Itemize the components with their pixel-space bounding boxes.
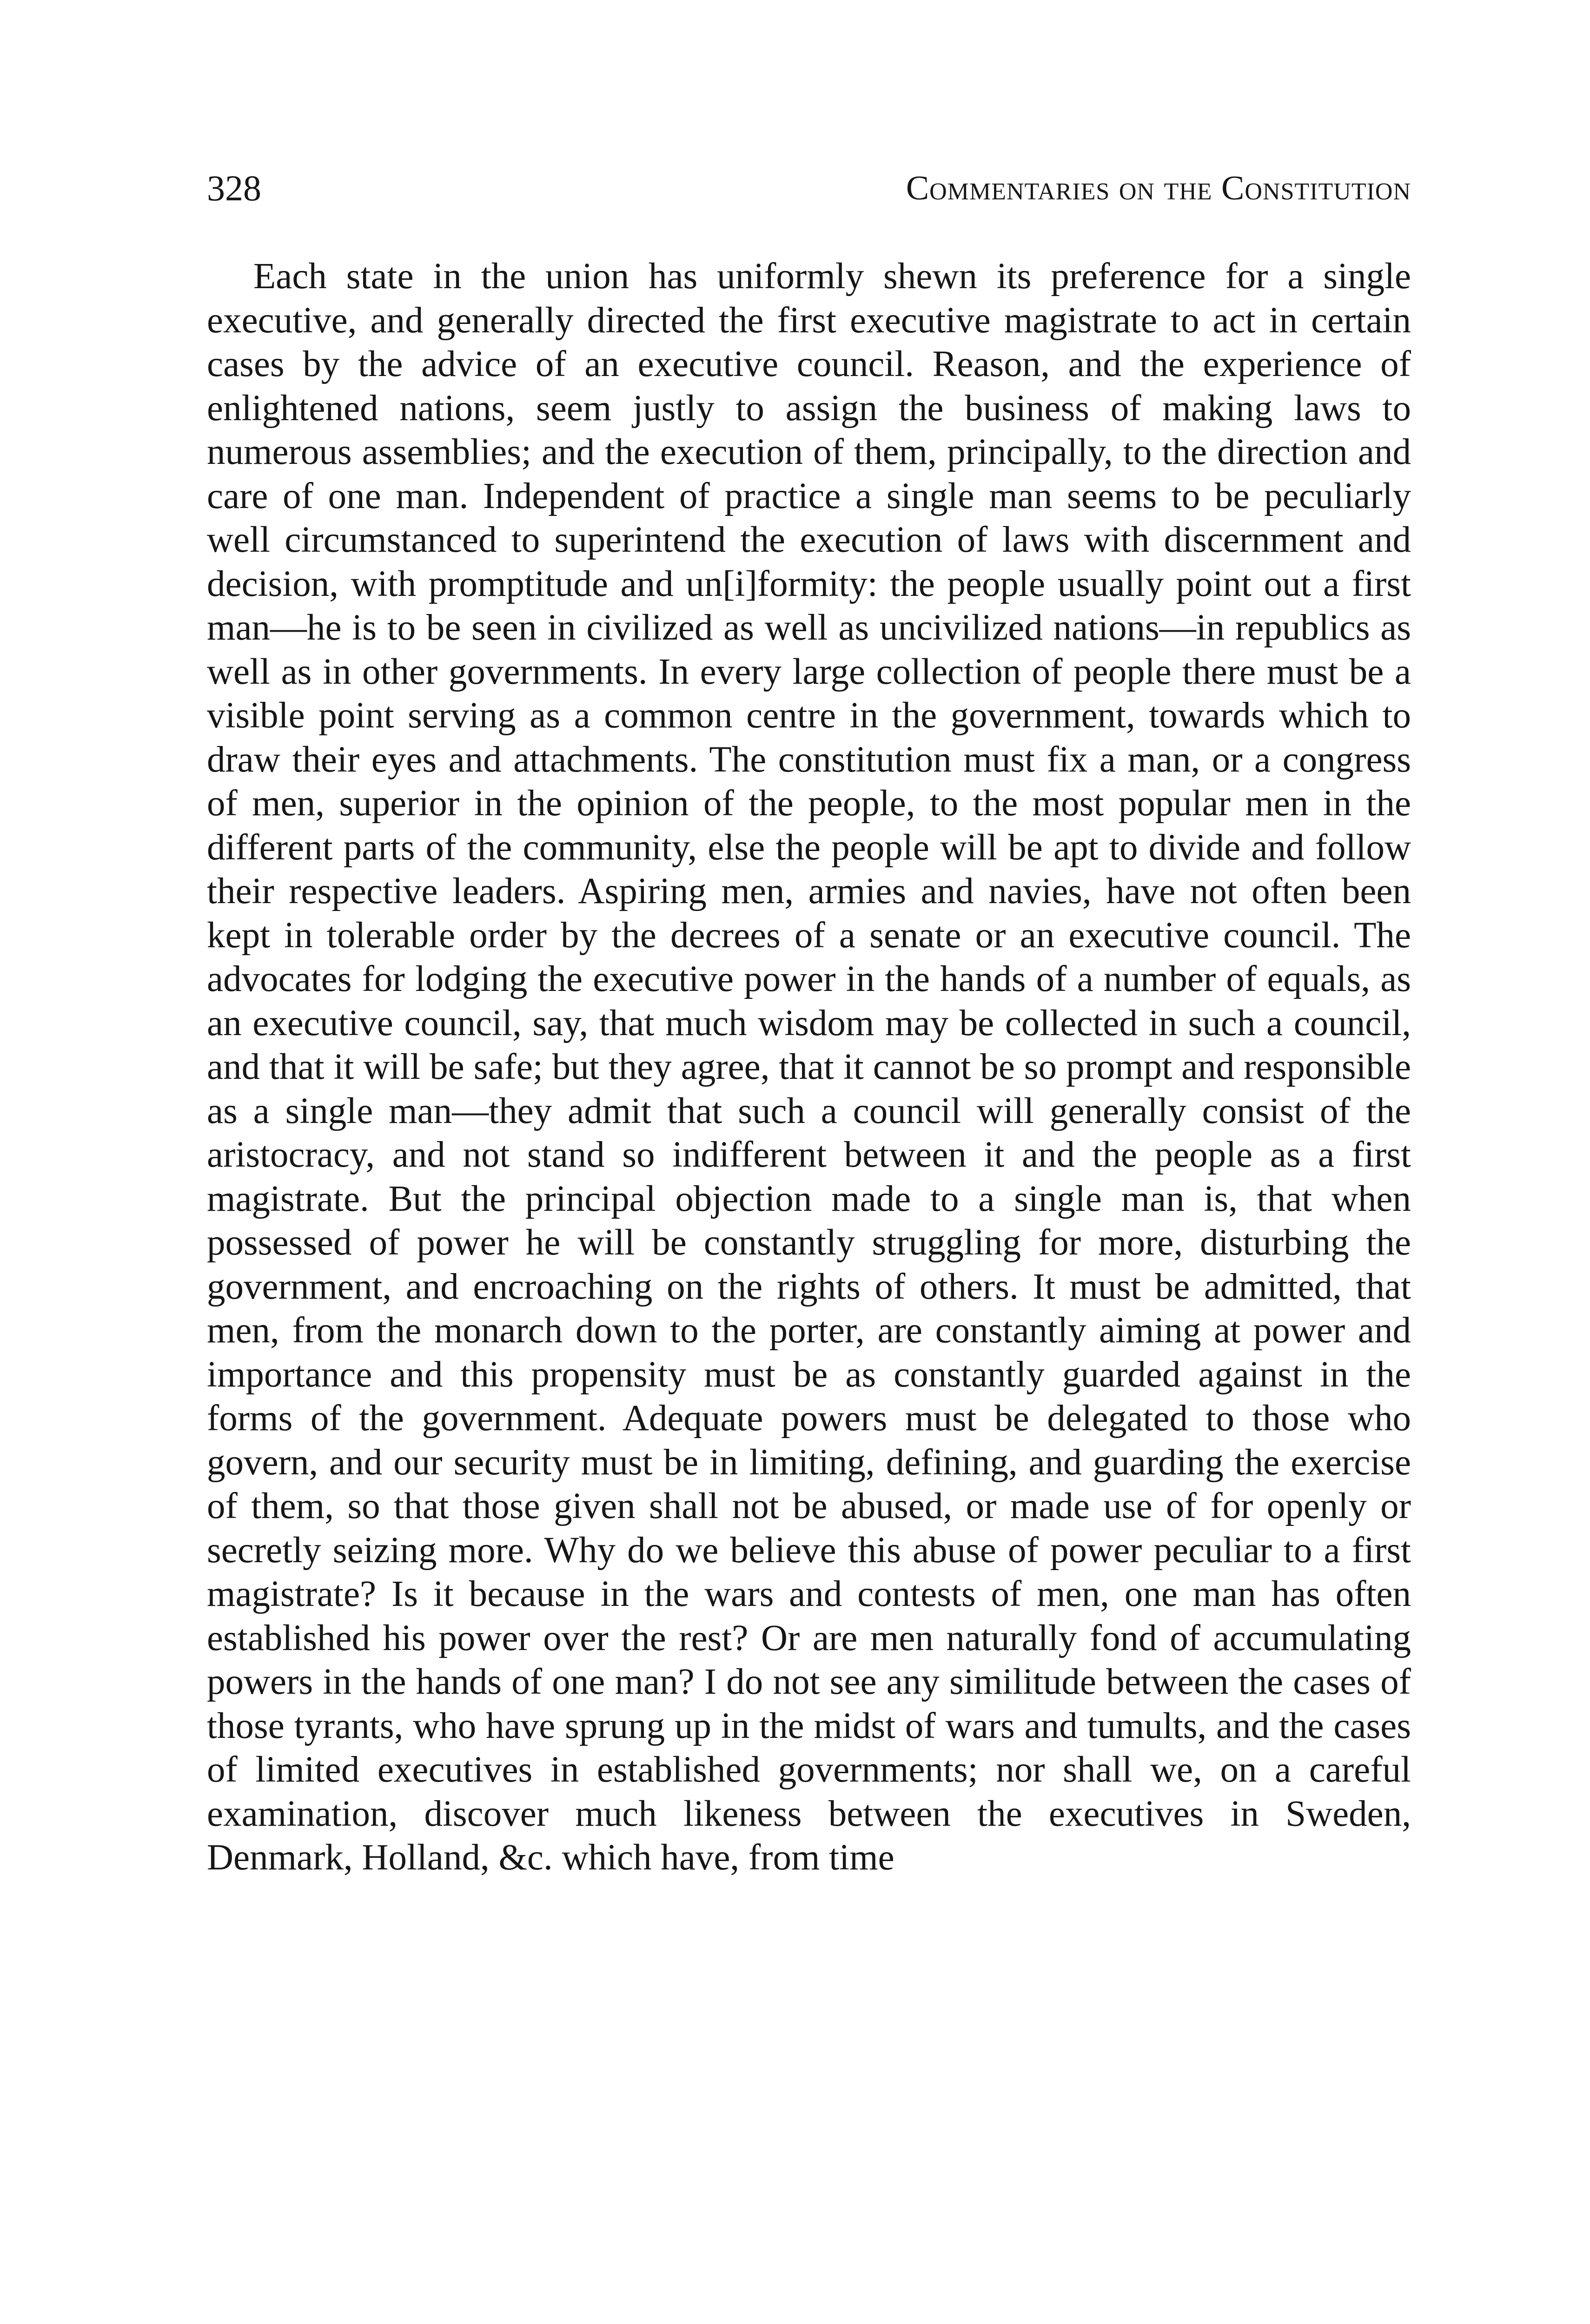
- page-header: [207, 165, 1411, 221]
- page-number: 328: [207, 168, 261, 208]
- body-paragraph: Each state in the union has uniformly shewn its preference for a single executive, and generally directed the first executive magistrate to act in certain cases by the advice of an executive council. Reason, and the experience of enlightened nations, seem justly to assign the business of making laws to numerous assemblies; and the execution of them, principally, to the direction and care of one man. Independent of practice a single man seems to be peculiarly well circumstanced to superintend the execution of laws with discernment and decision, with promptitude and un[i]formity: the people usually point out a first man—he is to be seen in civilized as well as uncivilized nations—in republics as well as in other governments. In every large collection of people there must be a visible point serving as a common centre in the government, towards which to draw their eyes and attachments. The constitution must fix a man, or a congress of men, superior in the opinion of the people, to the most popular men in the different parts of the community, else the people will be apt to divide and follow their respective leaders. Aspiring men, armies and navies, have not often been kept in tolerable order by the decrees of a senate or an executive council. The advocates for lodging the executive power in the hands of a number of equals, as an executive council, say, that much wisdom may be collected in such a council, and that it will be safe; but they agree, that it cannot be so prompt and responsible as a single man—they admit that such a council will generally consist of the aristocracy, and not stand so indifferent between it and the people as a first magistrate. But the principal objection made to a single man is, that when possessed of power he will be constantly struggling for more, disturbing the government, and encroaching on the rights of others. It must be admitted, that men, from the monarch down to the porter, are constantly aiming at power and importance and this propensity must be as constantly guarded against in the forms of the government. Adequate powers must be delegated to those who govern, and our security must be in limiting, defining, and guarding the exercise of them, so that those given shall not be abused, or made use of for openly or secretly seizing more. Why do we believe this abuse of power peculiar to a first magistrate? Is it because in the wars and contests of men, one man has often established his power over the rest? Or are men naturally fond of accumulating powers in the hands of one man? I do not see any similitude between the cases of those tyrants, who have sprung up in the midst of wars and tumults, and the cases of limited executives in established governments; nor shall we, on a careful examination, discover much likeness between the executives in Sweden, Denmark, Holland, &c. which have, from time: [207, 256, 1411, 1878]
- running-head: Commentaries on the Constitution: [906, 169, 1411, 207]
